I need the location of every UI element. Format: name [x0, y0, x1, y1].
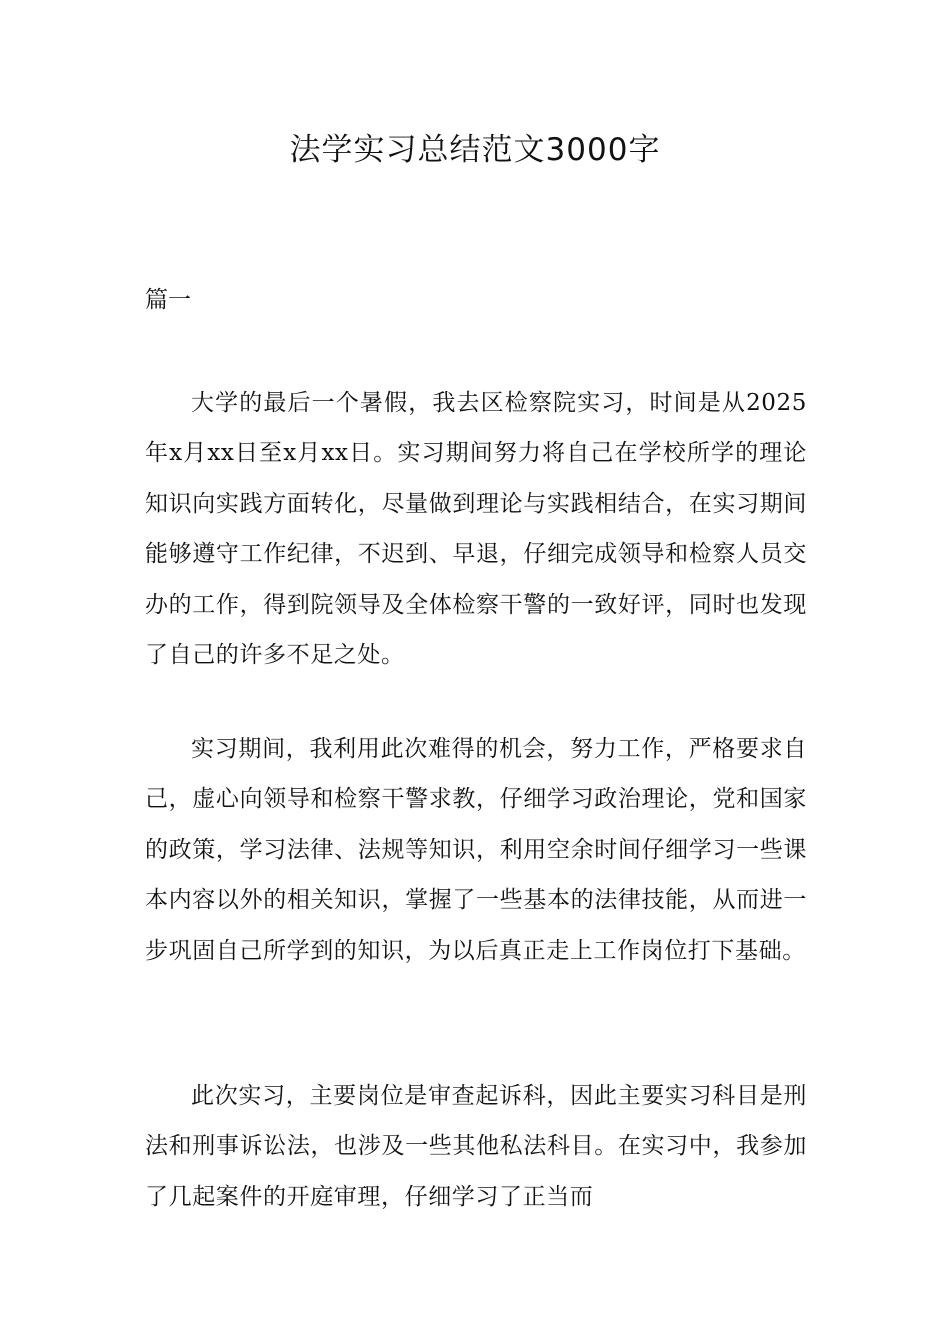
paragraph-3: 此次实习，主要岗位是审查起诉科，因此主要实习科目是刑法和刑事诉讼法，也涉及一些其他私法科目。在实习中，我参加了几起案件的开庭审理，仔细学习了正当而: [145, 1083, 807, 1210]
document-title: 法学实习总结范文3000字: [289, 132, 661, 168]
paragraph-2: 实习期间，我利用此次难得的机会，努力工作，严格要求自己，虚心向领导和检察干警求教，仔细学习政治理论，党和国家的政策，学习法律、法规等知识，利用空余时间仔细学习一些课本内容以外的相关知识，掌握了一些基本的法律技能，从而进一步巩固自己所学到的知识，为以后真正走上工作岗位打下基础。: [145, 736, 807, 964]
section-label: 篇一: [145, 287, 191, 313]
paragraph-1: 大学的最后一个暑假，我去区检察院实习，时间是从2025年x月xx日至x月xx日。实习期间努力将自己在学校所学的理论知识向实践方面转化，尽量做到理论与实践相结合，在实习期间能够遵守工作纪律，不迟到、早退，仔细完成领导和检察人员交办的工作，得到院领导及全体检察干警的一致好评，同时也发现了自己的许多不足之处。: [145, 390, 807, 669]
